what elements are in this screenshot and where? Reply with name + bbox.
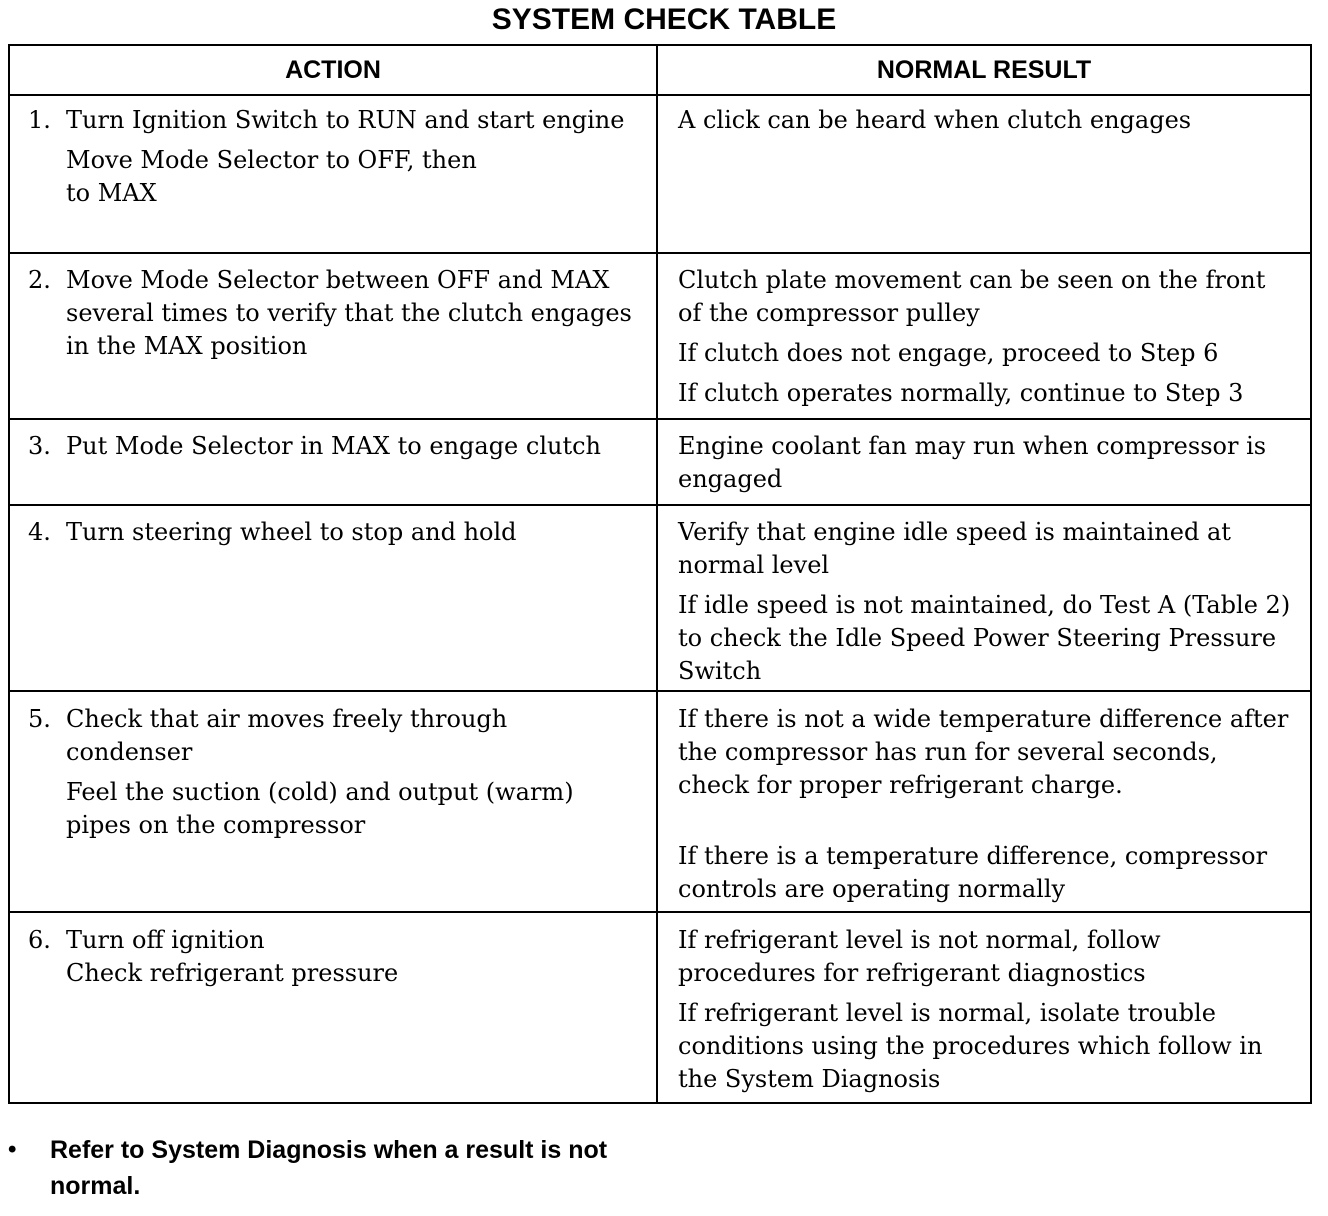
footnote xyxy=(8,1132,648,1204)
row-rule xyxy=(8,504,1312,506)
result-text: If there is not a wide temperature difference after the compressor has run for several seconds, check for proper refrigerant charge. xyxy=(678,705,1289,799)
result-cell-6 xyxy=(678,924,1296,1103)
step-number: 5. xyxy=(28,705,51,733)
footnote-text: Refer to System Diagnosis when a result is not normal. xyxy=(50,1136,608,1200)
action-text: Check refrigerant pressure xyxy=(66,959,399,987)
action-cell-1 xyxy=(28,104,634,217)
result-text: A click can be heard when clutch engages xyxy=(678,106,1192,134)
row-rule xyxy=(8,418,1312,420)
result-cell-5 xyxy=(678,703,1296,913)
action-header: ACTION xyxy=(285,56,381,84)
result-cell-1 xyxy=(678,104,1296,144)
action-cell-2 xyxy=(28,264,634,370)
result-text: If clutch operates normally, continue to Step 3 xyxy=(678,379,1244,407)
result-text: If idle speed is not maintained, do Test A (Table 2) to check the Idle Speed Power Steering Pressure Switch xyxy=(678,591,1291,685)
action-text: Turn off ignition xyxy=(66,926,265,954)
action-text: Feel the suction (cold) and output (warm) pipes on the compressor xyxy=(66,778,574,839)
row-rule xyxy=(8,252,1312,254)
action-cell-5 xyxy=(28,703,634,849)
table-title: SYSTEM CHECK TABLE xyxy=(491,3,837,36)
result-header: NORMAL RESULT xyxy=(876,56,1092,84)
result-text: Engine coolant fan may run when compressor is engaged xyxy=(678,432,1267,493)
step-number: 3. xyxy=(28,432,51,460)
action-cell-6 xyxy=(28,924,634,997)
result-text: Clutch plate movement can be seen on the front of the compressor pulley xyxy=(678,266,1266,327)
action-text: Turn Ignition Switch to RUN and start engine xyxy=(66,106,625,134)
action-cell-4 xyxy=(28,516,634,556)
action-text: Put Mode Selector in MAX to engage clutch xyxy=(66,432,602,460)
result-text: If refrigerant level is not normal, follow procedures for refrigerant diagnostics xyxy=(678,926,1161,987)
action-text: Check that air moves freely through condenser xyxy=(66,705,508,766)
result-text: Verify that engine idle speed is maintained at normal level xyxy=(678,518,1231,579)
step-number: 1. xyxy=(28,106,51,134)
action-text: Move Mode Selector to OFF, then to MAX xyxy=(66,146,477,207)
step-number: 2. xyxy=(28,266,51,294)
result-text: If there is a temperature difference, compressor controls are operating normally xyxy=(678,842,1268,903)
action-text: Turn steering wheel to stop and hold xyxy=(66,518,517,546)
result-cell-3 xyxy=(678,430,1296,503)
result-cell-2 xyxy=(678,264,1296,417)
action-text: Move Mode Selector between OFF and MAX several times to verify that the clutch engages in the MAX position xyxy=(66,266,632,360)
column-divider xyxy=(656,44,658,1104)
result-cell-4 xyxy=(678,516,1296,695)
step-number: 6. xyxy=(28,926,51,954)
bullet-icon: • xyxy=(8,1136,17,1163)
result-text: If refrigerant level is normal, isolate trouble conditions using the procedures which follow in the System Diagnosis xyxy=(678,999,1263,1093)
step-number: 4. xyxy=(28,518,51,546)
action-cell-3 xyxy=(28,430,634,470)
result-text: If clutch does not engage, proceed to Step 6 xyxy=(678,339,1219,367)
